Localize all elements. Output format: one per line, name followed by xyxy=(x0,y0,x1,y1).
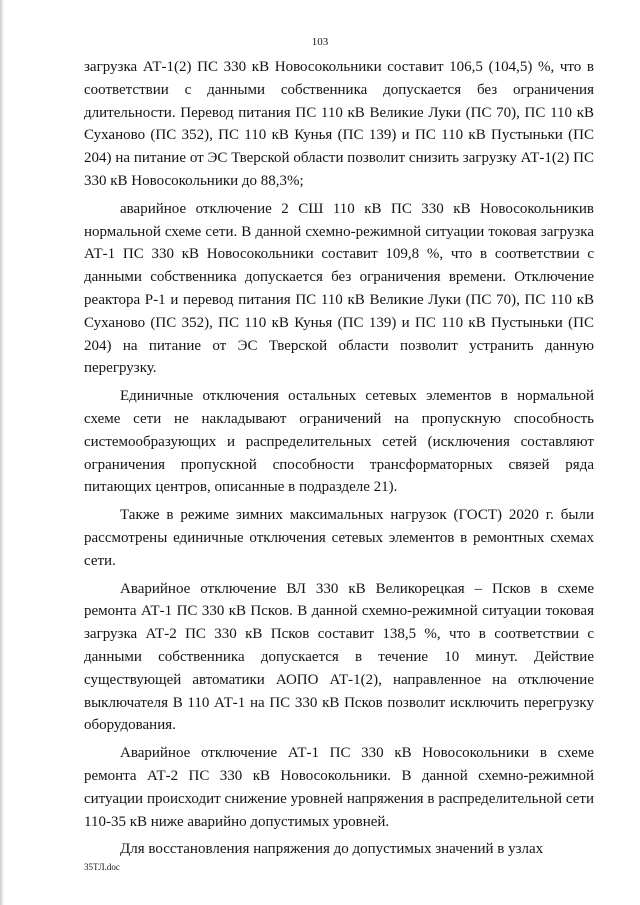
page-number: 103 xyxy=(311,36,329,48)
footer-filename: 35TЛ.doc xyxy=(84,862,120,872)
paragraph: аварийное отключение 2 СШ 110 кВ ПС 330 кВ Новосокольникив нормальной схеме сети. В данной схемно-режимной ситуации токовая загрузка АТ-1 ПС 330 кВ Новосокольники составит 109,8 %, что в соответствии с данными собственника допускается без ограничения времени. Отключение реактора Р-1 и перевод питания ПС 110 кВ Великие Луки (ПС 70), ПС 110 кВ Суханово (ПС 352), ПС 110 кВ Кунья (ПС 139) и ПС 110 кВ Пустыньки (ПС 204) на питание от ЭС Тверской области позволит устранить данную перегрузку. xyxy=(84,200,594,377)
document-body xyxy=(84,56,594,866)
paragraph: Аварийное отключение ВЛ 330 кВ Великорецкая – Псков в схеме ремонта АТ-1 ПС 330 кВ Псков. В данной схемно-режимной ситуации токовая загрузка АТ-2 ПС 330 кВ Псков составит 138,5 %, что в соответствии с данными собственника допускается в течение 10 минут. Действие существующей автоматики АОПО АТ-1(2), направленное на отключение выключателя В 110 АТ-1 на ПС 330 кВ Псков позволит исключить перегрузку оборудования. xyxy=(84,580,594,734)
paragraph: Аварийное отключение АТ-1 ПС 330 кВ Новосокольники в схеме ремонта АТ-2 ПС 330 кВ Новосокольники. В данной схемно-режимной ситуации происходит снижение уровней напряжения в распределительной сети 110-35 кВ ниже аварийно допустимых уровней. xyxy=(84,745,594,830)
paragraph: Также в режиме зимних максимальных нагрузок (ГОСТ) 2020 г. были рассмотрены единичные отключения сетевых элементов в ремонтных схемах сети. xyxy=(84,507,594,569)
paragraph: Единичные отключения остальных сетевых элементов в нормальной схеме сети не накладывают ограничений на пропускную способность системообразующих и распределительных сетей (исключения составляют ограничения пропускной способности трансформаторных связей ряда питающих центров, описанные в подразделе 21). xyxy=(84,388,594,496)
paragraph: загрузка АТ-1(2) ПС 330 кВ Новосокольники составит 106,5 (104,5) %, что в соответствии с данными собственника допускается без ограничения длительности. Перевод питания ПС 110 кВ Великие Луки (ПС 70), ПС 110 кВ Суханово (ПС 352), ПС 110 кВ Кунья (ПС 139) и ПС 110 кВ Пустыньки (ПС 204) на питание от ЭС Тверской области позволит снизить загрузку АТ-1(2) ПС 330 кВ Новосокольники до 88,3%; xyxy=(84,59,594,189)
scan-edge-shadow xyxy=(0,0,5,905)
paragraph: Для восстановления напряжения до допустимых значений в узлах xyxy=(120,841,544,858)
